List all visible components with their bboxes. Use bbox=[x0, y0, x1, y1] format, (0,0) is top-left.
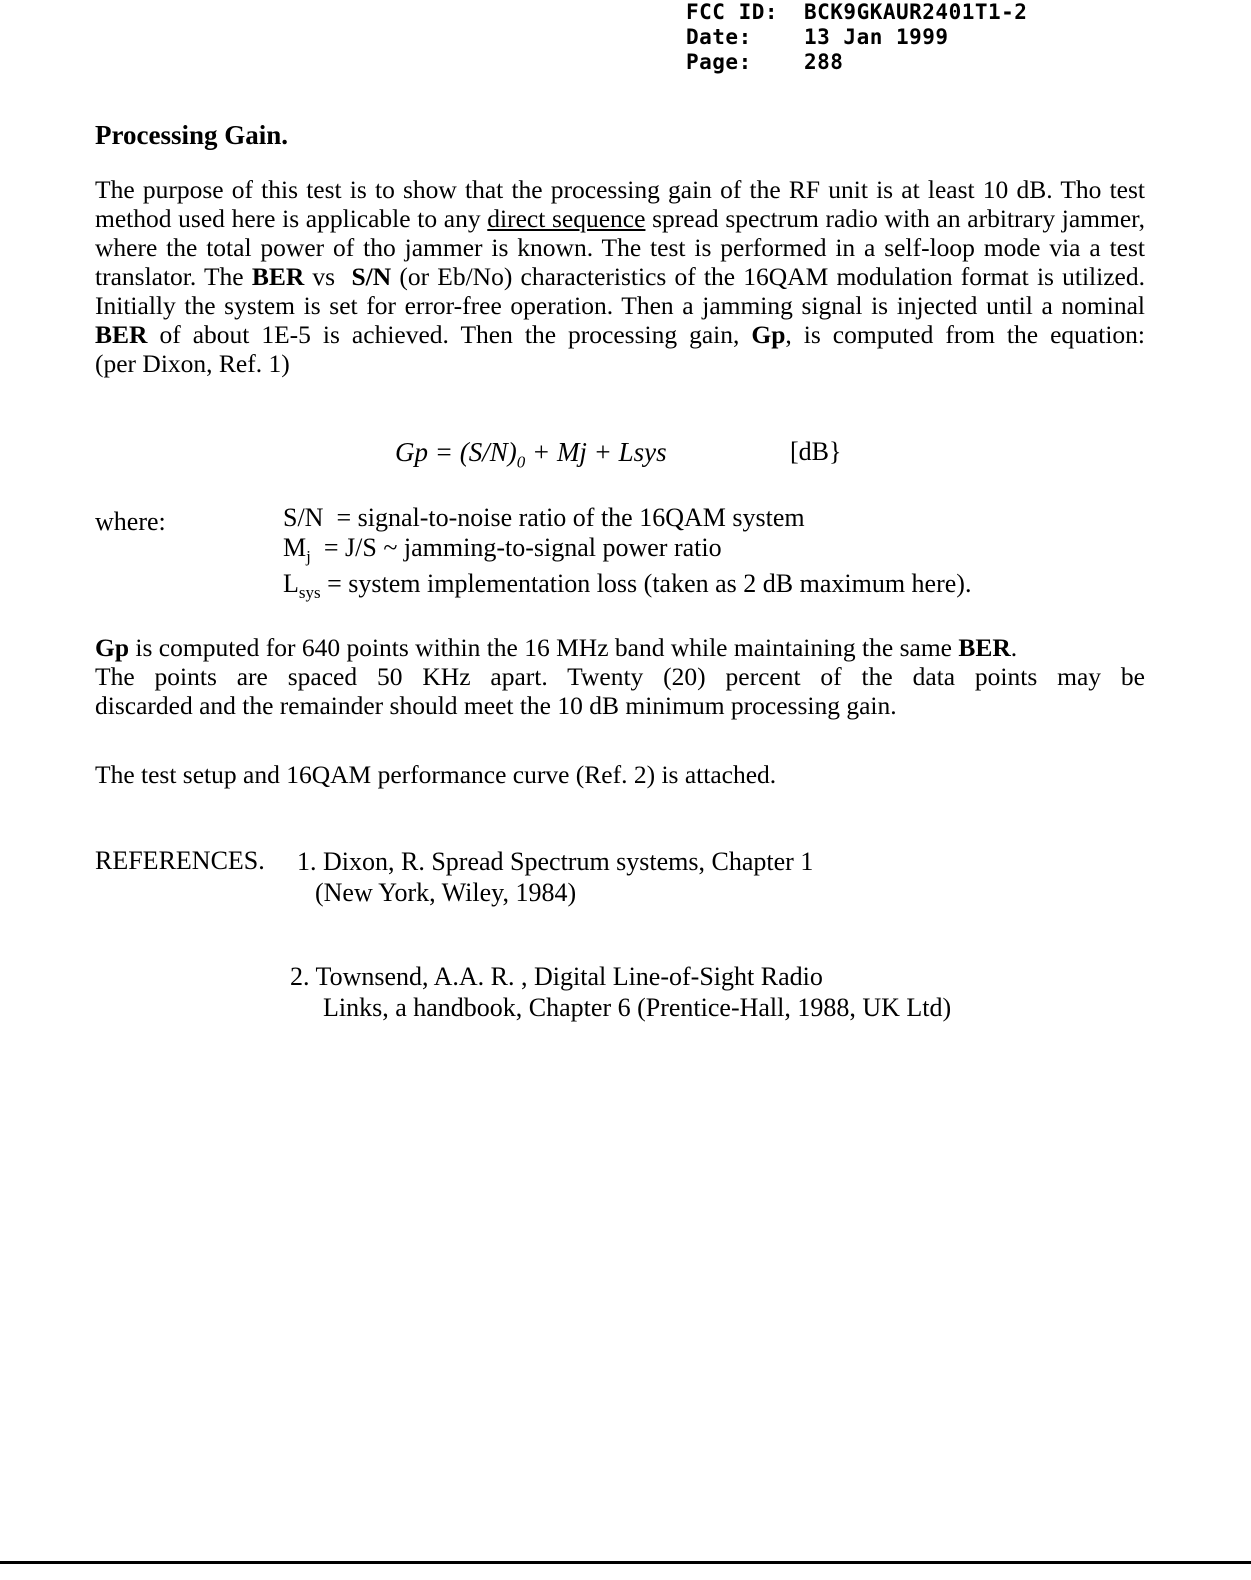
references-label: REFERENCES. bbox=[95, 846, 265, 875]
equation-unit: [dB} bbox=[790, 437, 842, 466]
fax-header bbox=[686, 0, 1027, 75]
intro-text-6: , is computed from the equation: bbox=[785, 320, 1145, 349]
points-text-1: is computed for 640 points within the 16 MHz band while maintaining the same bbox=[129, 633, 959, 662]
lsys-symbol: L bbox=[283, 569, 299, 598]
reference-1-line-1: 1. Dixon, R. Spread Spectrum systems, Chapter 1 bbox=[297, 847, 814, 876]
processing-gain-equation bbox=[395, 437, 667, 472]
date-value: 13 Jan 1999 bbox=[804, 25, 949, 49]
bottom-rule bbox=[0, 1561, 1251, 1564]
intro-text-1: The purpose of this test is to show that the processing gain of the RF unit is at least 10 dB. Tho test method used here is applicable to any bbox=[95, 175, 1145, 233]
intro-paragraph bbox=[95, 175, 1145, 378]
ber-term: BER bbox=[251, 262, 305, 291]
ber-term: BER bbox=[958, 633, 1011, 662]
intro-text-2: spread spectrum radio with an arbitrary jammer, where the total power of tho jammer is known. The test is performed in a self-loop mode via a test translator. The bbox=[95, 204, 1145, 291]
reference-1-line-2: (New York, Wiley, 1984) bbox=[315, 878, 577, 907]
intro-citation: (per Dixon, Ref. 1) bbox=[95, 349, 290, 378]
gp-term: Gp bbox=[95, 633, 130, 662]
eq-rhs: = (S/N) bbox=[428, 437, 517, 467]
reference-2-line-1: 2. Townsend, A.A. R. , Digital Line-of-Sight Radio bbox=[290, 962, 823, 991]
page-label: Page: bbox=[686, 50, 752, 74]
direct-sequence-text: direct sequence bbox=[487, 204, 646, 233]
intro-text-3: vs bbox=[304, 262, 352, 291]
where-label: where: bbox=[95, 507, 166, 536]
date-label: Date: bbox=[686, 25, 752, 49]
intro-text-5: of about 1E-5 is achieved. Then the processing gain, bbox=[147, 320, 752, 349]
reference-1 bbox=[297, 846, 813, 908]
eq-subscript: 0 bbox=[516, 452, 526, 472]
sn-term: S/N bbox=[351, 262, 392, 291]
ber-term: BER bbox=[95, 320, 148, 349]
intro-text-4: (or Eb/No) characteristics of the 16QAM modulation format is utilized. Initially the system is set for error-free operation. Then a jamming signal is injected until a nominal bbox=[95, 262, 1145, 320]
mj-subscript: j bbox=[306, 547, 311, 567]
lsys-subscript: sys bbox=[298, 583, 321, 603]
eq-lhs: Gp bbox=[395, 437, 428, 467]
reference-2-line-2: Links, a handbook, Chapter 6 (Prentice-Hall, 1988, UK Ltd) bbox=[323, 993, 952, 1022]
mj-symbol: M bbox=[283, 533, 307, 562]
page-value: 288 bbox=[804, 50, 844, 74]
points-text-4: discarded and the remainder should meet the 10 dB minimum processing gain. bbox=[95, 691, 897, 720]
definition-lsys bbox=[283, 569, 971, 603]
gp-term: Gp bbox=[751, 320, 786, 349]
fcc-id-value: BCK9GKAUR2401T1-2 bbox=[804, 0, 1028, 24]
points-text-3: The points are spaced 50 KHz apart. Twenty (20) percent of the data points may be bbox=[95, 662, 1145, 691]
attachment-note: The test setup and 16QAM performance curve (Ref. 2) is attached. bbox=[95, 760, 777, 789]
section-title: Processing Gain. bbox=[95, 120, 289, 150]
definition-mj bbox=[283, 533, 722, 567]
points-paragraph bbox=[95, 633, 1145, 720]
eq-rest: + Mj + Lsys bbox=[525, 437, 667, 467]
lsys-text: = system implementation loss (taken as 2 dB maximum here). bbox=[320, 569, 972, 598]
fcc-id-label: FCC ID: bbox=[686, 0, 779, 24]
definition-sn: S/N = signal-to-noise ratio of the 16QAM system bbox=[283, 503, 805, 532]
points-text-2: . bbox=[1010, 633, 1018, 662]
reference-2 bbox=[290, 961, 951, 1023]
mj-text: = J/S ~ jamming-to-signal power ratio bbox=[310, 533, 722, 562]
